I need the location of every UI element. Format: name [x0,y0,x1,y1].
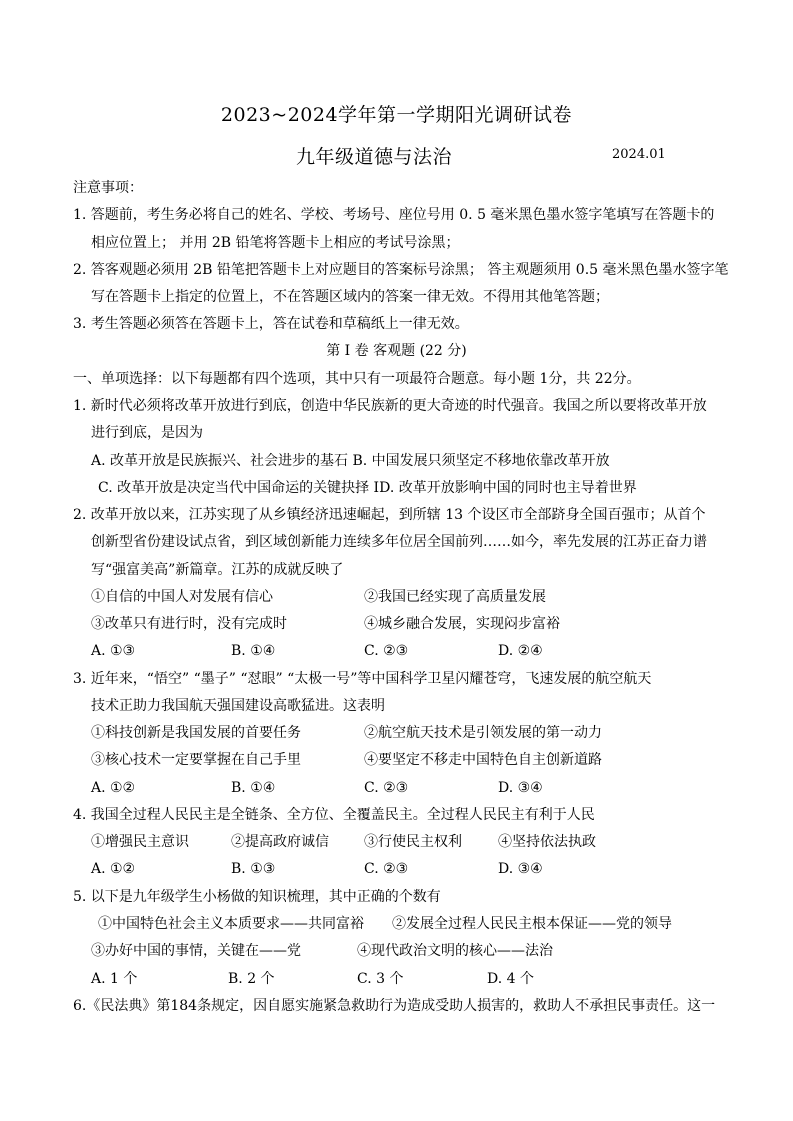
notice-item: 写在答题卡上指定的位置上，不在答题区域内的答案一律无效。不得用其他笔答题； [91,289,609,305]
question-4-statement: ①增强民主意识 [91,834,189,850]
question-5-statement: ①中国特色社会主义本质要求——共同富裕 [98,916,364,932]
question-2-choice: C. ②③ [364,643,409,659]
question-2-statement: ③改革只有进行时，没有完成时 [91,616,287,632]
question-2-stem: 创新型省份建设试点省，到区域创新能力连续多年位居全国前列……如今，率先发展的江苏正奋力谱 [91,534,707,550]
question-3-statement: ②航空航天技术是引领发展的第一动力 [364,725,602,741]
question-4-stem: 4. 我国全过程人民民主是全链条、全方位、全覆盖民主。全过程人民民主有利于人民 [73,807,595,823]
question-2-choice: B. ①④ [231,643,276,659]
question-5-statement: ②发展全过程人民民主根本保证——党的领导 [392,916,672,932]
notice-item: 相应位置上； 并用 2B 铅笔将答题卡上相应的考试号涂黑； [91,235,460,251]
question-4-statement: ②提高政府诚信 [231,834,329,850]
question-3-statement: ③核心技术一定要掌握在自己手里 [91,752,301,768]
question-2-statement: ①自信的中国人对发展有信心 [91,589,273,605]
question-5-choice: A. 1 个 [91,971,138,987]
question-2-stem: 写“强富美高”新篇章。江苏的成就反映了 [91,562,344,578]
question-5-choice: C. 3 个 [357,971,404,987]
question-5-choice: B. 2 个 [228,971,275,987]
question-3-choice: A. ①② [91,780,136,796]
notice-item: 1. 答题前，考生务必将自己的姓名、学校、考场号、座位号用 0. 5 毫米黑色墨水签字笔填写在答题卡的 [73,207,715,223]
question-4-choice: C. ②③ [364,861,409,877]
question-2-choice: A. ①③ [91,643,136,659]
question-2-choice: D. ②④ [498,643,543,659]
exam-date: 2024.01 [612,147,666,162]
question-3-choice: B. ①④ [231,780,276,796]
question-1-stem: 1. 新时代必须将改革开放进行到底，创造中华民族新的更大奇迹的时代强音。我国之所以要将改革开放 [73,398,707,414]
question-5-statement: ④现代政治文明的核心——法治 [357,943,553,959]
question-4-choice: D. ③④ [498,861,543,877]
question-6-stem: 6.《民法典》第184条规定，因自愿实施紧急救助行为造成受助人损害的，救助人不承担民事责任。这一 [73,998,716,1014]
question-4-choice: B. ①③ [231,861,276,877]
question-2-statement: ④城乡融合发展，实现闷步富裕 [364,616,560,632]
question-5-stem: 5. 以下是九年级学生小杨做的知识梳理，其中正确的个数有 [73,889,441,905]
question-5-statement: ③办好中国的事情，关键在——党 [91,943,301,959]
question-1-stem: 进行到底，是因为 [91,425,203,441]
notice-heading: 注意事项： [73,180,143,196]
question-1-option: C. 改革开放是决定当代中国命运的关键抉择 ID. 改革开放影响中国的同时也主导着世界 [98,480,637,496]
question-3-statement: ①科技创新是我国发展的首要任务 [91,725,301,741]
question-3-stem: 技术正助力我国航天强国建设高歌猛进。这表明 [91,698,385,714]
question-4-choice: A. ①② [91,861,136,877]
question-4-statement: ④坚持依法执政 [498,834,596,850]
exam-title: 2023~2024学年第一学期阳光调研试卷 [220,104,573,126]
question-2-stem: 2. 改革开放以来，江苏实现了从乡镇经济迅速崛起，到所辖 13 个设区市全部跻身全国百强市；从首个 [73,507,706,523]
question-3-stem: 3. 近年来，“悟空” “墨子” “怼眼” “太极一号”等中国科学卫星闪耀苍穹，飞速发展的航空航天 [73,671,652,687]
section-title: 第 Ⅰ 卷 客观题 (22 分) [326,343,467,359]
notice-item: 2. 答客观题必须用 2B 铅笔把答题卡上对应题目的答案标号涂黑； 答主观题须用 0.5 毫米黑色墨水签字笔 [73,262,729,278]
question-1-option: A. 改革开放是民族振兴、社会进步的基石 B. 中国发展只须坚定不移地依靠改革开放 [91,453,610,469]
question-4-statement: ③行使民主权利 [364,834,462,850]
question-3-choice: D. ③④ [498,780,543,796]
question-3-choice: C. ②③ [364,780,409,796]
question-2-statement: ②我国已经实现了高质量发展 [364,589,546,605]
exam-subtitle: 九年级道德与法治 [296,146,453,168]
notice-item: 3. 考生答题必须答在答题卡上，答在试卷和草稿纸上一律无效。 [73,316,469,332]
question-5-choice: D. 4 个 [487,971,534,987]
question-3-statement: ④要坚定不移走中国特色自主创新道路 [364,752,602,768]
section-instruction: 一、单项选择：以下每题都有四个选项，其中只有一项最符合题意。每小题 1分，共 22分。 [73,371,641,387]
